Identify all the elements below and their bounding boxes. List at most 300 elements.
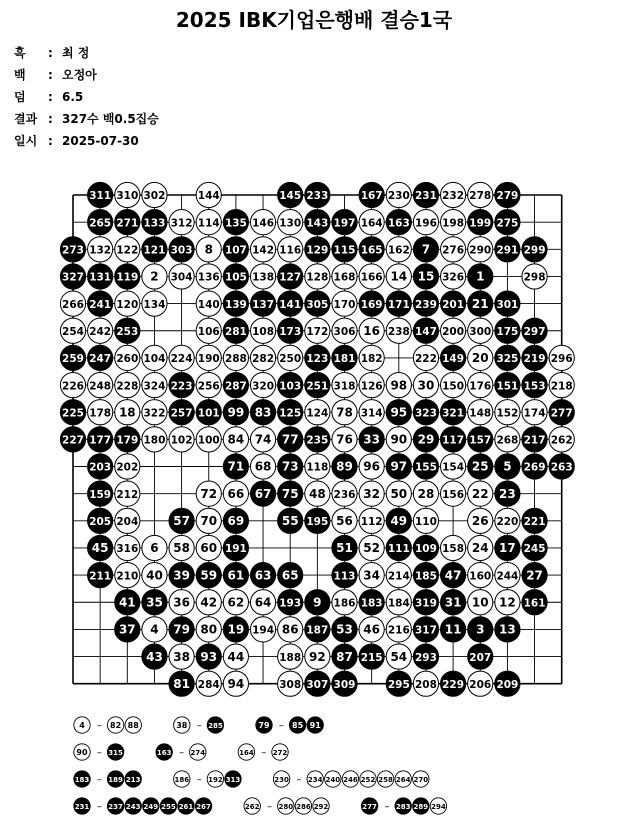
- move-number: 53: [336, 622, 353, 637]
- move-number: 195: [306, 516, 329, 528]
- note-move-number: 272: [272, 748, 288, 757]
- move-number: 301: [496, 298, 519, 311]
- move-number: 54: [390, 649, 408, 664]
- info-black-player: 흑 : 최 정: [14, 46, 90, 60]
- move-number: 148: [469, 407, 492, 420]
- move-number: 90: [390, 432, 408, 447]
- move-number: 93: [200, 649, 218, 664]
- move-number: 290: [469, 244, 492, 257]
- move-number: 171: [387, 298, 410, 311]
- move-number: 170: [333, 298, 356, 311]
- move-note-row: [74, 771, 429, 787]
- move-number: 327: [62, 271, 84, 284]
- move-number: 211: [89, 570, 112, 583]
- note-separator: –: [261, 747, 267, 759]
- move-number: 322: [143, 407, 166, 420]
- move-number: 60: [200, 541, 218, 556]
- note-white-stone: [107, 717, 123, 733]
- move-number: 163: [387, 217, 410, 230]
- note-move-number: 264: [395, 775, 411, 784]
- move-number: 265: [89, 217, 112, 230]
- note-white-stone: [313, 798, 329, 814]
- move-number: 309: [333, 678, 356, 691]
- note-move-number: 283: [395, 802, 411, 811]
- move-number: 188: [279, 651, 302, 664]
- move-number: 23: [499, 486, 516, 501]
- move-number: 217: [523, 434, 546, 447]
- note-white-stone: [125, 717, 141, 733]
- move-number: 259: [62, 353, 84, 366]
- move-number: 216: [387, 624, 410, 637]
- move-number: 278: [469, 190, 492, 203]
- move-number: 224: [170, 353, 193, 366]
- note-move-number: 252: [360, 775, 376, 784]
- move-number: 219: [523, 353, 546, 366]
- move-number: 16: [363, 323, 381, 338]
- move-number: 161: [523, 597, 546, 610]
- info-white-player: 백 : 오정아: [14, 68, 97, 82]
- move-number: 226: [62, 380, 84, 393]
- move-number: 303: [170, 244, 193, 257]
- move-number: 56: [336, 514, 353, 528]
- note-move-number: 262: [244, 802, 260, 811]
- move-number: 27: [526, 568, 543, 583]
- move-number: 324: [143, 380, 166, 393]
- move-number: 182: [360, 353, 383, 366]
- move-number: 43: [146, 649, 163, 664]
- move-number: 146: [252, 217, 275, 230]
- note-move-number: 258: [378, 775, 393, 784]
- move-number: 47: [444, 568, 462, 583]
- move-number: 269: [523, 461, 546, 474]
- move-number: 194: [252, 624, 275, 637]
- note-black-stone: [107, 798, 123, 814]
- move-number: 306: [333, 325, 356, 338]
- move-number: 133: [143, 217, 166, 230]
- move-number: 299: [523, 244, 546, 257]
- move-number: 235: [306, 434, 329, 447]
- move-number: 44: [227, 649, 245, 664]
- note-move-number: 213: [125, 775, 141, 784]
- move-number: 179: [116, 434, 139, 447]
- move-number: 247: [89, 353, 112, 366]
- note-separator: –: [179, 747, 185, 759]
- move-number: 263: [550, 461, 573, 474]
- move-number: 196: [414, 217, 437, 230]
- move-number: 18: [118, 405, 136, 420]
- move-number: 325: [496, 353, 519, 366]
- move-number: 314: [360, 407, 383, 420]
- move-number: 149: [442, 353, 465, 366]
- move-number: 233: [306, 190, 329, 203]
- move-number: 304: [170, 271, 193, 284]
- move-number: 50: [390, 486, 408, 501]
- move-number: 15: [417, 269, 435, 284]
- note-white-stone: [395, 771, 411, 787]
- move-number: 134: [143, 298, 166, 311]
- move-number: 144: [197, 190, 220, 203]
- note-move-number: 280: [278, 802, 294, 811]
- note-white-stone: [244, 798, 260, 814]
- move-number: 245: [523, 543, 546, 556]
- move-number: 65: [281, 568, 299, 583]
- note-white-stone: [74, 717, 90, 733]
- move-number: 253: [116, 325, 139, 338]
- move-number: 78: [336, 405, 353, 420]
- note-white-stone: [307, 771, 323, 787]
- move-number: 326: [442, 271, 465, 284]
- move-number: 5: [503, 459, 512, 474]
- move-number: 308: [279, 678, 302, 691]
- move-number: 117: [442, 434, 465, 447]
- move-number: 310: [116, 190, 139, 203]
- note-white-stone: [295, 798, 311, 814]
- move-number: 212: [116, 488, 139, 501]
- move-number: 52: [363, 541, 381, 556]
- move-number: 221: [523, 516, 546, 528]
- note-black-stone: [125, 798, 141, 814]
- move-number: 46: [363, 622, 381, 637]
- move-number: 175: [496, 325, 519, 338]
- move-number: 248: [89, 380, 112, 393]
- move-number: 254: [62, 325, 84, 338]
- note-separator: –: [196, 774, 202, 786]
- note-separator: –: [96, 801, 102, 813]
- note-white-stone: [272, 744, 288, 760]
- note-move-number: 246: [343, 775, 358, 784]
- move-number: 157: [469, 434, 492, 447]
- move-number: 80: [200, 622, 218, 637]
- move-number: 35: [146, 595, 163, 610]
- note-white-stone: [430, 798, 446, 814]
- note-black-stone: [143, 798, 159, 814]
- move-number: 260: [116, 353, 139, 366]
- note-move-number: 85: [292, 720, 304, 730]
- move-number: 89: [336, 459, 353, 474]
- move-number: 229: [442, 678, 465, 691]
- note-white-stone: [342, 771, 358, 787]
- move-number: 37: [118, 622, 136, 637]
- move-number: 100: [197, 434, 220, 447]
- note-black-stone: [395, 798, 411, 814]
- move-number: 81: [173, 676, 190, 691]
- move-number: 32: [363, 486, 381, 501]
- move-number: 12: [499, 595, 516, 610]
- move-number: 239: [414, 298, 437, 311]
- note-separator: –: [96, 747, 102, 759]
- note-black-stone: [207, 717, 223, 733]
- note-separator: –: [296, 774, 302, 786]
- move-number: 41: [118, 595, 136, 610]
- move-number: 153: [523, 380, 546, 393]
- move-number: 164: [360, 217, 383, 230]
- move-number: 316: [116, 543, 139, 556]
- move-number: 166: [360, 271, 383, 284]
- info-result: 결과 : 327수 백0.5집승: [14, 112, 159, 126]
- move-number: 119: [116, 271, 139, 284]
- move-number: 130: [279, 217, 302, 230]
- move-number: 42: [200, 595, 218, 610]
- move-number: 39: [173, 568, 190, 583]
- move-number: 57: [173, 514, 190, 528]
- move-number: 70: [200, 514, 218, 528]
- move-number: 207: [469, 651, 492, 664]
- note-white-stone: [377, 771, 393, 787]
- move-number: 29: [417, 432, 435, 447]
- note-move-number: 240: [325, 775, 341, 784]
- note-move-number: 261: [178, 802, 194, 811]
- move-number: 273: [62, 244, 84, 257]
- move-number: 300: [469, 325, 492, 338]
- move-number: 86: [281, 622, 299, 637]
- note-white-stone: [207, 771, 223, 787]
- move-number: 1: [476, 269, 485, 284]
- info-date: 일시 : 2025-07-30: [14, 134, 139, 148]
- note-black-stone: [413, 798, 429, 814]
- move-number: 135: [224, 217, 247, 230]
- move-number: 218: [550, 380, 573, 393]
- move-number: 199: [469, 217, 492, 230]
- move-number: 155: [414, 461, 437, 474]
- move-number: 244: [496, 570, 519, 583]
- note-white-stone: [74, 744, 90, 760]
- move-number: 2: [150, 269, 159, 284]
- move-number: 203: [89, 461, 112, 474]
- note-move-number: 79: [258, 720, 270, 730]
- note-white-stone: [238, 744, 254, 760]
- note-black-stone: [160, 798, 176, 814]
- note-black-stone: [195, 798, 211, 814]
- move-number: 183: [360, 597, 383, 610]
- move-number: 250: [279, 353, 302, 366]
- note-move-number: 231: [74, 802, 90, 811]
- move-number: 51: [336, 541, 353, 556]
- move-number: 118: [306, 461, 329, 474]
- note-move-number: 286: [296, 802, 311, 811]
- move-number: 110: [414, 516, 437, 528]
- note-move-number: 164: [239, 748, 254, 757]
- note-black-stone: [289, 717, 305, 733]
- note-white-stone: [174, 717, 190, 733]
- move-number: 75: [281, 486, 299, 501]
- move-number: 95: [390, 405, 408, 420]
- move-number: 103: [279, 380, 302, 393]
- move-number: 73: [281, 459, 299, 474]
- move-number: 323: [414, 407, 437, 420]
- note-white-stone: [278, 798, 294, 814]
- page-title: 2025 IBK기업은행배 결승1국: [175, 8, 453, 32]
- move-number: 232: [442, 190, 465, 203]
- move-number: 19: [227, 622, 245, 637]
- note-black-stone: [74, 798, 90, 814]
- move-number: 108: [252, 325, 275, 338]
- move-number: 186: [333, 597, 356, 610]
- note-separator: –: [96, 774, 102, 786]
- note-white-stone: [190, 744, 206, 760]
- move-number: 158: [442, 543, 465, 556]
- move-note-row: [74, 744, 288, 760]
- move-number: 143: [306, 217, 329, 230]
- move-number: 69: [227, 514, 245, 528]
- move-number: 200: [442, 325, 465, 338]
- move-number: 58: [173, 541, 190, 556]
- move-number: 279: [496, 190, 519, 203]
- move-number: 141: [279, 298, 302, 311]
- note-separator: –: [278, 720, 284, 732]
- note-move-number: 267: [196, 802, 211, 811]
- move-number: 268: [496, 434, 519, 447]
- move-number: 36: [173, 595, 190, 610]
- move-number: 165: [360, 244, 383, 257]
- move-number: 97: [390, 459, 408, 474]
- move-number: 77: [281, 432, 299, 447]
- move-number: 288: [224, 353, 247, 366]
- move-number: 72: [200, 486, 218, 501]
- move-number: 152: [496, 407, 519, 420]
- move-number: 40: [146, 568, 163, 583]
- move-number: 38: [173, 649, 190, 664]
- move-number: 184: [387, 597, 410, 610]
- move-number: 291: [496, 244, 519, 257]
- move-number: 55: [281, 514, 299, 528]
- note-move-number: 38: [176, 720, 188, 730]
- move-number: 256: [197, 380, 220, 393]
- move-number: 180: [143, 434, 166, 447]
- move-number: 126: [360, 380, 383, 393]
- move-number: 302: [143, 190, 166, 203]
- move-number: 266: [62, 298, 84, 311]
- move-number: 34: [363, 568, 381, 583]
- move-number: 209: [496, 678, 519, 691]
- note-move-number: 315: [108, 748, 123, 757]
- move-number: 154: [442, 461, 465, 474]
- move-number: 83: [254, 405, 272, 420]
- note-move-number: 274: [190, 748, 206, 757]
- note-separator: –: [267, 801, 273, 813]
- move-number: 66: [227, 486, 245, 501]
- note-black-stone: [361, 798, 377, 814]
- note-separator: –: [96, 720, 102, 732]
- move-number: 96: [363, 459, 381, 474]
- note-black-stone: [156, 744, 172, 760]
- move-number: 61: [227, 568, 245, 583]
- move-number: 298: [523, 271, 546, 284]
- move-number: 193: [279, 597, 302, 610]
- move-number: 297: [523, 325, 546, 338]
- note-move-number: 90: [76, 747, 88, 757]
- move-number: 84: [227, 432, 245, 447]
- move-number: 197: [333, 217, 356, 230]
- move-number: 120: [116, 298, 139, 311]
- move-number: 122: [116, 244, 139, 257]
- note-black-stone: [256, 717, 272, 733]
- note-move-number: 192: [208, 775, 223, 784]
- move-number: 109: [414, 543, 437, 556]
- move-number: 105: [224, 271, 247, 284]
- move-number: 236: [333, 488, 356, 501]
- note-move-number: 186: [174, 775, 190, 784]
- move-number: 222: [414, 353, 437, 366]
- move-number: 87: [336, 649, 353, 664]
- move-number: 156: [442, 488, 465, 501]
- move-number: 26: [471, 514, 489, 528]
- move-number: 223: [170, 380, 193, 393]
- move-number: 30: [417, 378, 435, 393]
- move-number: 228: [116, 380, 139, 393]
- move-number: 92: [308, 649, 326, 664]
- note-white-stone: [325, 771, 341, 787]
- move-number: 24: [471, 541, 489, 556]
- move-number: 215: [360, 651, 383, 664]
- move-number: 8: [204, 242, 213, 257]
- move-number: 128: [306, 271, 329, 284]
- move-note-row: [74, 798, 447, 814]
- note-move-number: 292: [313, 802, 329, 811]
- move-number: 305: [306, 298, 329, 311]
- move-number: 106: [197, 325, 220, 338]
- move-number: 251: [306, 380, 329, 393]
- move-number: 63: [254, 568, 272, 583]
- move-number: 201: [442, 298, 465, 311]
- move-number: 71: [227, 459, 245, 474]
- move-number: 181: [333, 353, 356, 366]
- move-number: 62: [227, 595, 245, 610]
- move-number: 25: [471, 459, 489, 474]
- move-number: 142: [252, 244, 275, 257]
- move-number: 185: [414, 570, 437, 583]
- move-number: 318: [333, 380, 356, 393]
- move-number: 276: [442, 244, 465, 257]
- note-move-number: 88: [127, 720, 139, 730]
- move-number: 167: [360, 190, 383, 203]
- move-number: 238: [387, 325, 410, 338]
- move-number: 79: [173, 622, 190, 637]
- move-number: 242: [89, 325, 112, 338]
- move-number: 116: [279, 244, 302, 257]
- note-move-number: 294: [431, 802, 446, 811]
- move-number: 7: [421, 242, 431, 257]
- move-number: 162: [387, 244, 410, 257]
- move-number: 115: [333, 244, 356, 257]
- move-number: 159: [89, 488, 112, 501]
- note-white-stone: [413, 771, 429, 787]
- move-number: 178: [89, 407, 112, 420]
- note-move-number: 4: [79, 720, 85, 730]
- move-number: 13: [499, 622, 516, 637]
- note-move-number: 255: [161, 802, 176, 811]
- note-move-number: 91: [309, 720, 321, 730]
- move-number: 168: [333, 271, 356, 284]
- move-number: 208: [414, 678, 437, 691]
- move-number: 101: [197, 407, 220, 420]
- move-number: 150: [442, 380, 465, 393]
- note-separator: –: [384, 801, 390, 813]
- note-move-number: 82: [110, 720, 122, 730]
- note-black-stone: [107, 771, 123, 787]
- move-number: 98: [390, 378, 408, 393]
- note-black-stone: [74, 771, 90, 787]
- move-number: 99: [227, 405, 245, 420]
- move-number: 190: [197, 353, 220, 366]
- note-move-number: 270: [413, 775, 429, 784]
- move-number: 121: [143, 244, 166, 257]
- move-number: 137: [252, 298, 275, 311]
- move-number: 296: [550, 353, 573, 366]
- note-move-number: 237: [108, 802, 123, 811]
- move-number: 28: [417, 486, 435, 501]
- note-black-stone: [225, 771, 241, 787]
- move-number: 205: [89, 516, 112, 528]
